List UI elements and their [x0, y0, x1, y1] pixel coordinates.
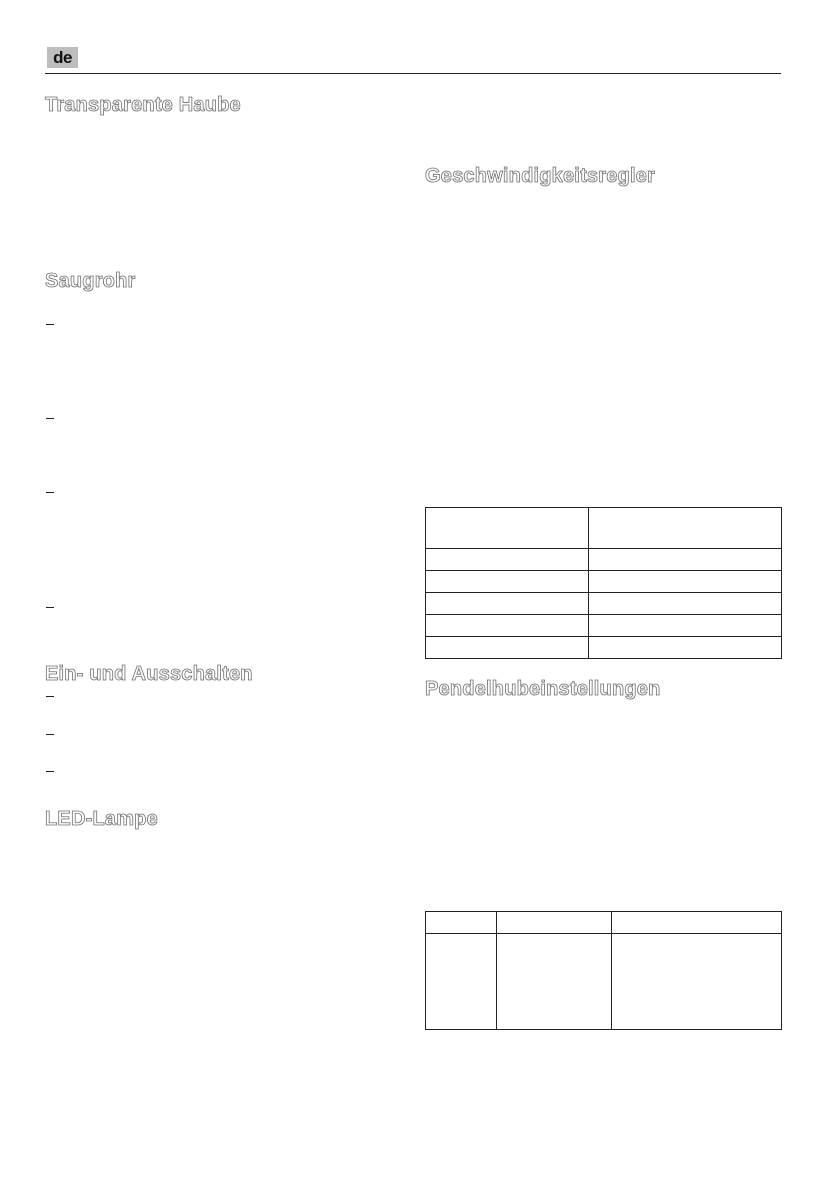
table-row: [426, 593, 782, 615]
table-cell: [589, 549, 782, 571]
table-cell: [589, 508, 782, 549]
bullet-dash: [46, 771, 54, 772]
table-cell: [612, 934, 782, 1030]
table-cell: [426, 508, 589, 549]
heading-pendulum-settings: Pendelhubeinstellungen: [425, 678, 661, 700]
bullet-dash: [46, 492, 54, 493]
language-badge: de: [47, 47, 78, 68]
table-cell: [426, 615, 589, 637]
table-cell: [426, 934, 497, 1030]
table-header-row: [426, 508, 782, 549]
heading-speed-control: Geschwindigkeitsregler: [425, 165, 656, 187]
table-header-row: [426, 912, 782, 934]
table-row: [426, 637, 782, 659]
table-row: [426, 549, 782, 571]
bullet-dash: [46, 696, 54, 697]
heading-suction-tube: Saugrohr: [45, 270, 136, 292]
heading-led-lamp: LED-Lampe: [45, 808, 158, 830]
header-divider: [45, 73, 781, 74]
table-cell: [612, 912, 782, 934]
table-cell: [426, 571, 589, 593]
table-cell: [497, 934, 612, 1030]
bullet-dash: [46, 734, 54, 735]
heading-transparent-hood: Transparente Haube: [45, 94, 241, 116]
bullet-dash: [46, 607, 54, 608]
speed-settings-table: [425, 507, 782, 659]
bullet-dash: [46, 324, 54, 325]
table-row: [426, 571, 782, 593]
table-row: [426, 615, 782, 637]
table-cell: [589, 637, 782, 659]
table-cell: [426, 549, 589, 571]
table-cell: [426, 593, 589, 615]
table-cell: [426, 637, 589, 659]
table-cell: [497, 912, 612, 934]
table-row: [426, 934, 782, 1030]
table-cell: [589, 615, 782, 637]
heading-on-off: Ein- und Ausschalten: [45, 663, 253, 685]
pendulum-settings-table: [425, 911, 782, 1030]
table-cell: [589, 571, 782, 593]
bullet-dash: [46, 418, 54, 419]
table-cell: [589, 593, 782, 615]
table-cell: [426, 912, 497, 934]
